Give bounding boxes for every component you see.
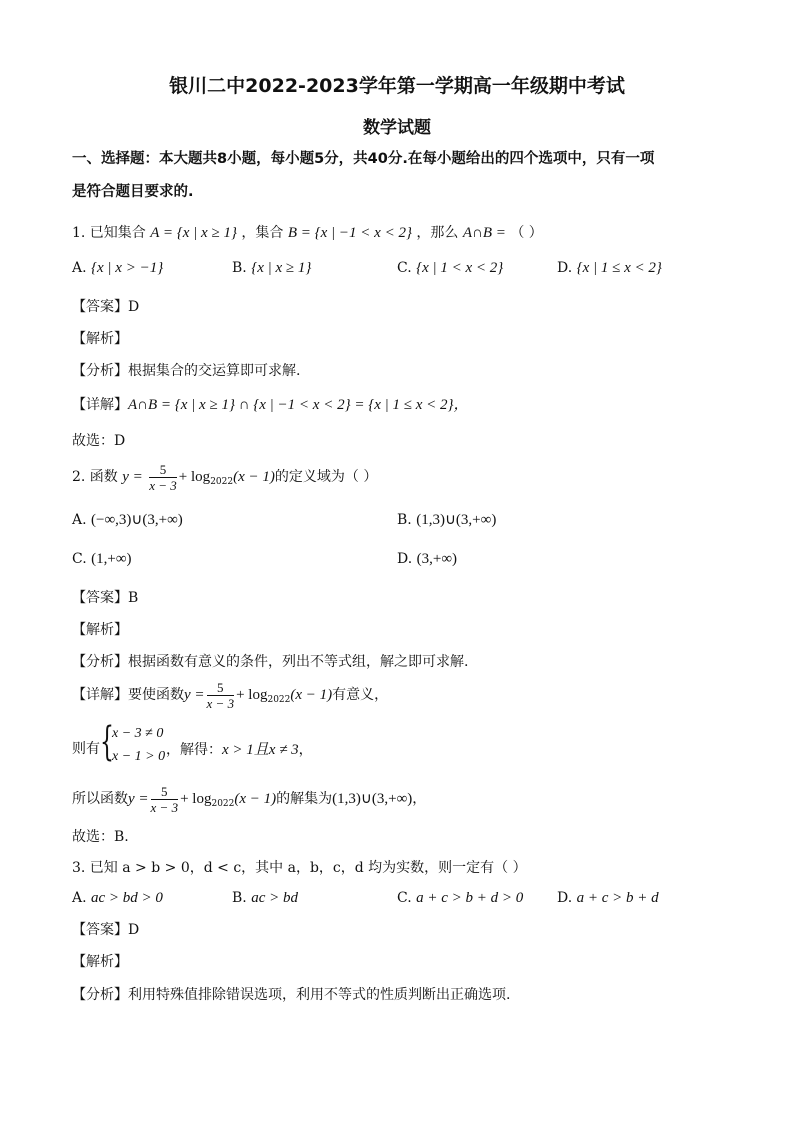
q3-jiexi: 【解析】	[72, 954, 128, 970]
q1-answer: 【答案】D	[72, 299, 140, 315]
section-heading-line1: 一、选择题：本大题共8小题，每小题5分，共40分.在每小题给出的四个选项中，只有一项	[72, 151, 655, 167]
option-label: B.	[232, 260, 247, 276]
q2-log: + log	[180, 791, 212, 807]
option-value: {x | 1 < x < 2}	[416, 260, 504, 276]
q2-jiexi: 【解析】	[72, 622, 128, 638]
q2-log-base: 2022	[211, 799, 235, 809]
q3-option-a	[72, 890, 163, 907]
option-label: B.	[397, 512, 412, 528]
q3-option-d	[557, 890, 659, 907]
option-value: (−∞,3)∪(3,+∞)	[91, 512, 183, 528]
fraction-denominator: x − 3	[150, 799, 179, 815]
q1-expression: A∩B =	[462, 225, 506, 241]
option-value: (1,3)∪(3,+∞)	[416, 512, 497, 528]
page-subtitle: 数学试题	[363, 118, 431, 138]
q2-conclusion: 故选：B.	[72, 829, 129, 845]
option-value: {x | x > −1}	[91, 260, 164, 276]
q2-xiangjie	[72, 677, 388, 718]
q1-set-b: B = {x | −1 < x < 2}	[287, 225, 412, 241]
q1-set-a: A = {x | x ≥ 1}	[150, 225, 237, 241]
q3-option-b	[232, 890, 298, 907]
q1-option-b	[232, 260, 311, 277]
option-label: C.	[397, 260, 412, 276]
option-value: a + c > b + d > 0	[416, 890, 524, 906]
option-label: C.	[397, 890, 412, 906]
option-label: D.	[397, 551, 413, 567]
q2-suoyi-a: 所以函数	[72, 791, 128, 807]
option-value: (1,+∞)	[91, 551, 132, 567]
q1-option-a	[72, 260, 163, 277]
q2-y-eq: y =	[128, 791, 149, 807]
q2-option-a	[72, 510, 183, 529]
q1-xiangjie	[72, 396, 469, 414]
q2-xiangjie-b: 有意义，	[332, 687, 389, 703]
option-value: ac > bd > 0	[91, 890, 163, 906]
q2-stem-a: 2. 函数	[72, 469, 118, 485]
option-label: D.	[557, 890, 573, 906]
q2-option-d	[397, 551, 457, 568]
q2-solution	[166, 738, 313, 759]
q2-jiede: ，解得：	[166, 742, 222, 758]
fraction-numerator: 5	[151, 784, 179, 800]
option-value: a + c > b + d	[576, 890, 659, 906]
q1-jiexi: 【解析】	[72, 331, 128, 347]
q2-log-base: 2022	[267, 695, 291, 705]
q2-stem	[72, 459, 377, 500]
q3-option-c	[397, 890, 523, 907]
q1-stem-c: ，那么	[416, 225, 459, 241]
option-value: ac > bd	[251, 890, 298, 906]
q2-fraction	[207, 680, 235, 711]
q3-stem: 3. 已知 a > b > 0，d < c，其中 a，b，c，d 均为实数，则一定有（ ）	[72, 860, 527, 876]
q3-fenxi: 【分析】利用特殊值排除错误选项，利用不等式的性质判断出正确选项.	[72, 987, 511, 1003]
q2-log-base: 2022	[210, 477, 234, 487]
q1-option-c	[397, 260, 503, 277]
option-label: A.	[72, 890, 87, 906]
q2-zeyou: 则有	[72, 741, 100, 757]
q2-suoyi-end: ，	[412, 791, 427, 807]
q2-answer: 【答案】B	[72, 590, 139, 606]
q1-stem-b: ，集合	[241, 225, 284, 241]
q2-fenxi: 【分析】根据函数有意义的条件，列出不等式组，解之即可求解.	[72, 654, 469, 670]
q2-jiede-expr: x > 1且x ≠ 3	[222, 742, 299, 758]
option-label: A.	[72, 512, 87, 528]
option-value: (3,+∞)	[416, 551, 458, 567]
q2-log: + log	[178, 469, 211, 485]
page-title: 银川二中2022-2023学年第一学期高一年级期中考试	[169, 75, 625, 97]
q2-suoyi	[72, 781, 426, 822]
fraction-denominator: x − 3	[206, 695, 235, 711]
option-label: B.	[232, 890, 247, 906]
left-brace-icon: {	[100, 719, 114, 765]
q2-log: + log	[236, 687, 268, 703]
q2-stem-b: 的定义域为（ ）	[274, 469, 378, 485]
q1-stem-d: （ ）	[510, 225, 543, 241]
q2-log-arg: (x − 1)	[290, 687, 333, 703]
q1-stem	[72, 224, 543, 242]
q2-system-row2: x − 1 > 0	[112, 749, 166, 764]
q1-option-d	[557, 260, 662, 277]
q2-y-eq: y =	[122, 469, 143, 485]
q2-log-arg: (x − 1)	[233, 469, 275, 485]
q2-suoyi-b: 的解集为	[276, 791, 333, 807]
fraction-numerator: 5	[207, 680, 235, 696]
q1-xiangjie-label: 【详解】	[72, 397, 128, 413]
option-label: D.	[557, 260, 573, 276]
section-heading-line2: 是符合题目要求的.	[72, 184, 194, 200]
q2-suoyi-set: (1,3)∪(3,+∞)	[332, 791, 413, 807]
q3-answer: 【答案】D	[72, 922, 140, 938]
option-value: {x | 1 ≤ x < 2}	[576, 260, 662, 276]
q2-y-eq: y =	[184, 687, 205, 703]
q1-xiangjie-expr: A∩B = {x | x ≥ 1} ∩ {x | −1 < x < 2} = {x | 1 ≤ x < 2}，	[128, 397, 469, 413]
q1-conclusion: 故选：D	[72, 433, 126, 449]
fraction-denominator: x − 3	[149, 477, 177, 493]
q2-jiede-end: ，	[298, 742, 313, 758]
q1-fenxi: 【分析】根据集合的交运算即可求解.	[72, 363, 301, 379]
q2-system-row1: x − 3 ≠ 0	[112, 726, 164, 741]
q2-fraction	[151, 784, 179, 815]
q1-stem-a: 1. 已知集合	[72, 225, 146, 241]
option-label: C.	[72, 551, 87, 567]
option-label: A.	[72, 260, 87, 276]
option-value: {x | x ≥ 1}	[251, 260, 312, 276]
fraction-numerator: 5	[149, 462, 177, 478]
q2-option-b	[397, 510, 496, 529]
q2-option-c	[72, 551, 132, 568]
q2-xiangjie-a: 【详解】要使函数	[72, 687, 184, 703]
q2-log-arg: (x − 1)	[234, 791, 277, 807]
q2-fraction	[149, 462, 177, 493]
